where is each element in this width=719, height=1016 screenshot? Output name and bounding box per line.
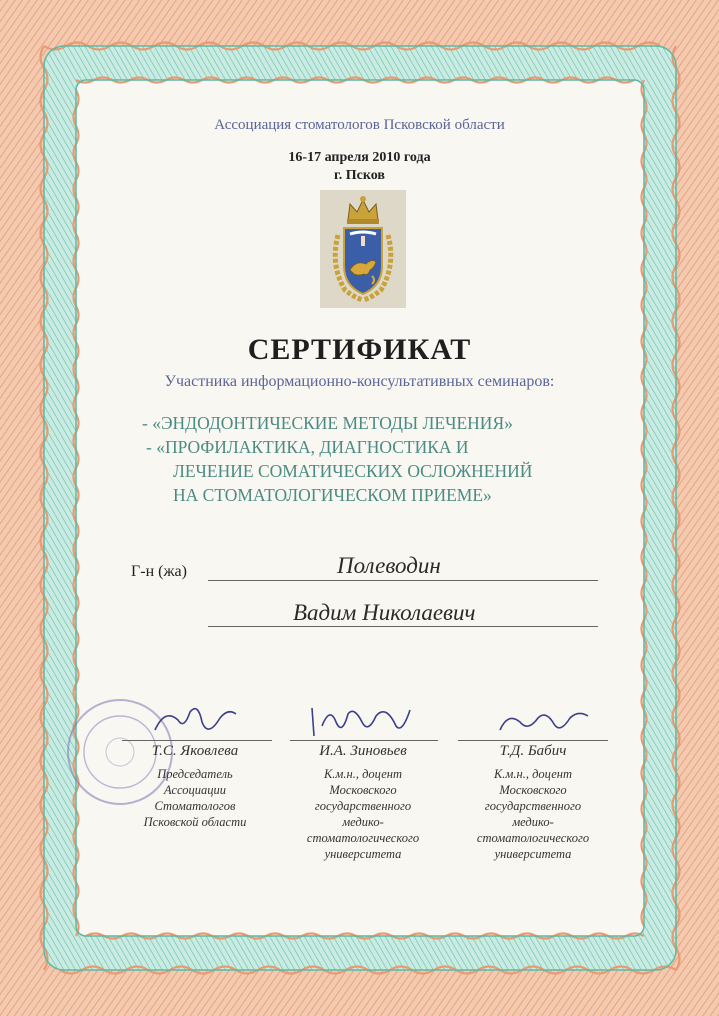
seminar-line-4: НА СТОМАТОЛОГИЧЕСКОМ ПРИЕМЕ» [173, 485, 492, 505]
seminar-line-3: ЛЕЧЕНИЕ СОМАТИЧЕСКИХ ОСЛОЖНЕНИЙ [173, 461, 533, 481]
signature-2-mark [306, 700, 416, 744]
signature-1-mark [150, 700, 240, 744]
signatory-2-description: К.м.н., доцент Московского государственного медико- стоматологического университета [306, 767, 420, 861]
recipient-label: Г-н (жа) [131, 563, 187, 580]
recipient-surname: Полеводин [337, 553, 441, 578]
seminar-line-2: - «ПРОФИЛАКТИКА, ДИАГНОСТИКА И [146, 437, 469, 457]
signatory-3-name: Т.Д. Бабич [499, 743, 567, 759]
given-names-underline [208, 626, 598, 627]
organization-name: Ассоциация стоматологов Псковской области [214, 117, 505, 133]
recipient-given-names: Вадим Николаевич [293, 600, 476, 625]
signatory-2-name: И.А. Зиновьев [319, 743, 407, 759]
event-city: г. Псков [334, 168, 385, 183]
signatory-1-name: Т.С. Яковлева [151, 743, 239, 759]
certificate-title: СЕРТИФИКАТ [247, 333, 472, 366]
signatory-1-description: Председатель Ассоциации Стоматологов Псковской области [143, 767, 247, 829]
signatory-3-description: К.м.н., доцент Московского государственного медико- стоматологического университета [476, 767, 590, 861]
seminar-line-1: - «ЭНДОДОНТИЧЕСКИЕ МЕТОДЫ ЛЕЧЕНИЯ» [142, 413, 513, 433]
certificate-subtitle: Участника информационно-консультативных семинаров: [164, 373, 555, 390]
signature-3-mark [494, 704, 594, 744]
pskov-coat-of-arms-icon [320, 190, 406, 308]
surname-underline [208, 580, 598, 581]
event-dates: 16-17 апреля 2010 года [288, 150, 431, 165]
